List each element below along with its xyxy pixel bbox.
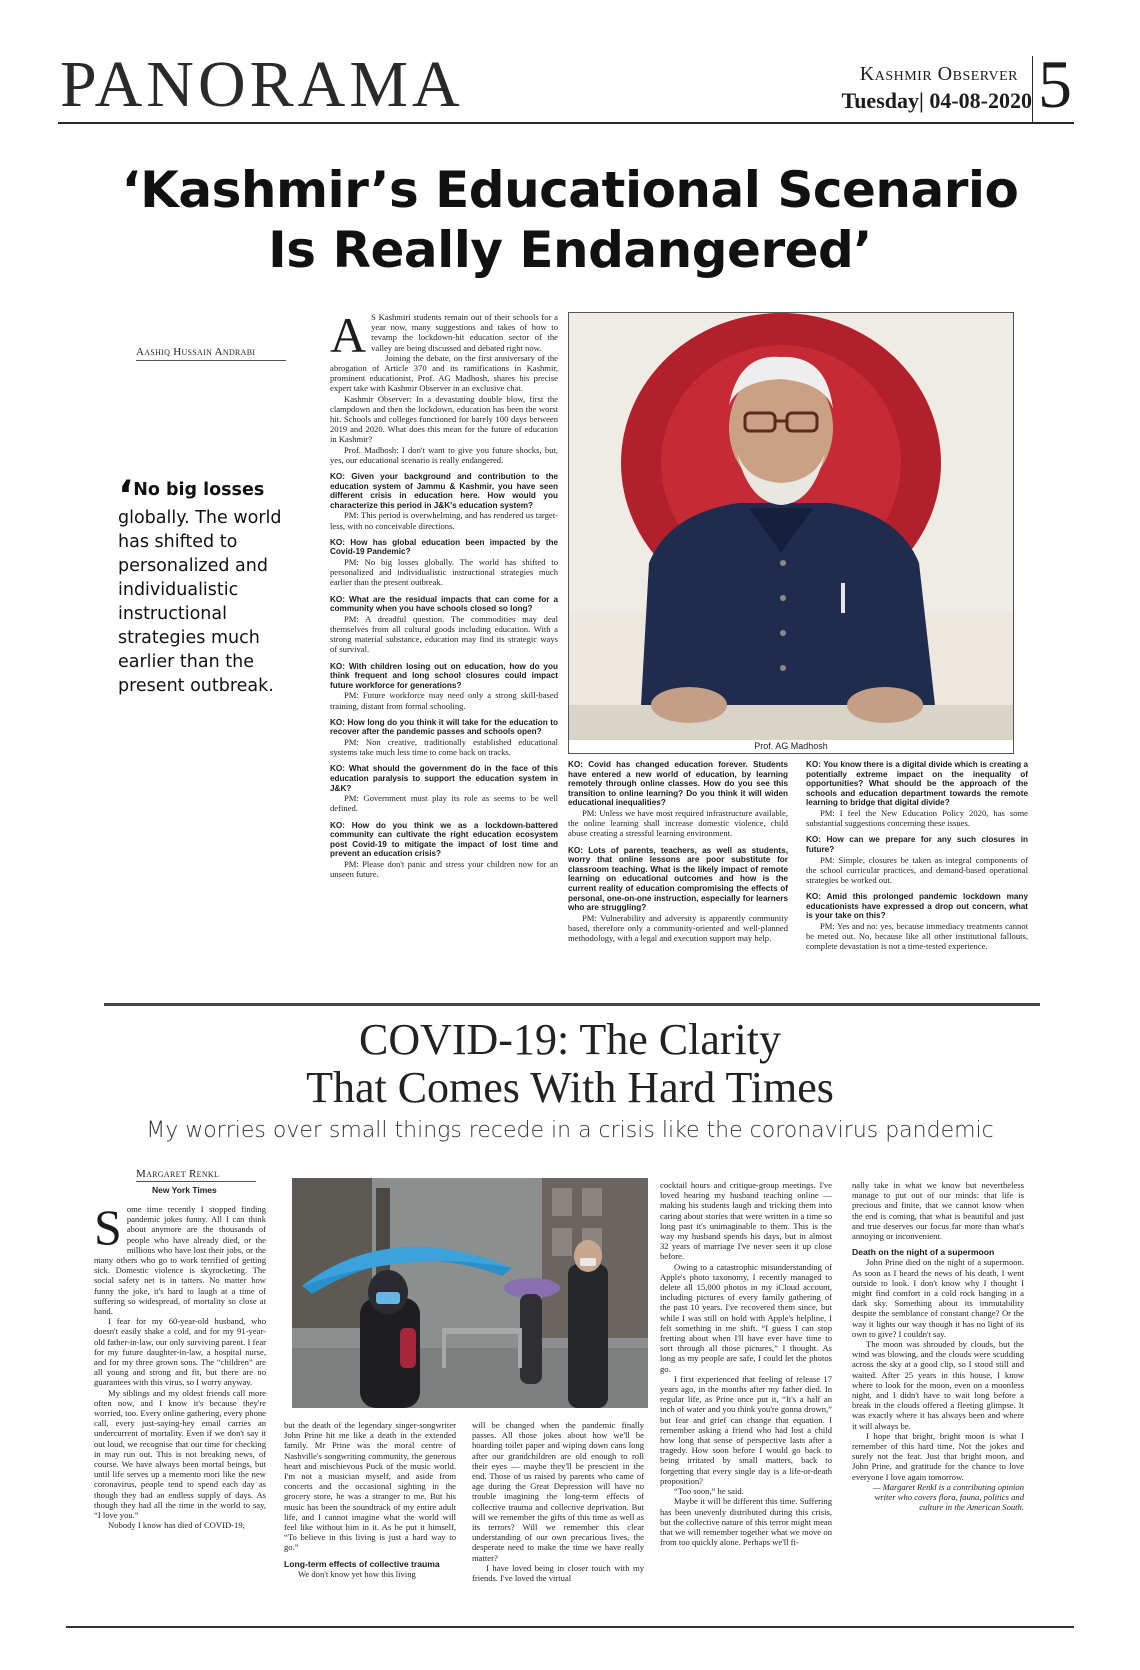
- article2-subhead: My worries over small things recede in a crisis like the coronavirus pandemic: [146, 1118, 994, 1143]
- issue-date: Tuesday| 04-08-2020: [841, 88, 1032, 113]
- photo-caption: Prof. AG Madhosh: [568, 740, 1014, 754]
- interview-question: KO: With children losing out on education, how do you think frequent and long school closures could impact future workforce for generations?: [330, 661, 558, 690]
- body-paragraph: I first experienced that feeling of release 17 years ago, in the months after my father died. In regular life, as Prine once put it, “It's a half an inch of water and you think you're gonna drown,” but fear and grief can change that equation. I remember asking a friend who had lost a child how long that sense of perspective lasts after a tragedy. How soon before I would go back to being irritated by small matters, back to forgetting that every single day is a life-or-death proposition?: [660, 1373, 832, 1486]
- interview-question: KO: You know there is a digital divide which is creating a potentially extreme impact on the inequality of opportunities? What should be the approach of the schools and education department towards the remote learning to bridge that digital divide?: [806, 760, 1028, 808]
- byline-rule: [136, 1181, 256, 1182]
- interview-question: KO: Covid has changed education forever. Students have entered a new world of education, by learning remotely through online classes. How do you see this transition to online learning? Do you think it will widen educational inequalities?: [568, 760, 788, 808]
- interview-answer: PM: Future workforce may need only a strong skill-based training, distant from formal schooling.: [330, 690, 558, 711]
- article2-column-4: [660, 1180, 832, 1547]
- body-paragraph: “Too soon,” he said.: [674, 1486, 744, 1497]
- interview-answer: PM: This period is overwhelming, and has rendered us target-less, with no conceivable directions.: [330, 510, 558, 531]
- body-paragraph: I fear for my 60-year-old husband, who doesn't easily shake a cold, and for my 91-year-old father-in-law, our only surviving parent. I fear for my future daughter-in-law, a hospital nurse, and for my three grown sons. The “children” are all young and strong and fit, but there are no guarantees with this virus, so I worry anyway.: [94, 1316, 266, 1388]
- article1-headline: ‘Kashmir’s Educational Scenario Is Really Endangered’: [121, 161, 1019, 279]
- article2-column-3: [472, 1420, 644, 1583]
- article2-source: New York Times: [152, 1185, 217, 1195]
- interview-question: KO: How can we prepare for any such closures in future?: [806, 835, 1028, 854]
- article2-headline: [100, 1016, 1040, 1112]
- interview-question: KO: What are the residual impacts that can come for a community when you have schools closed so long?: [330, 594, 558, 614]
- body-paragraph: John Prine died on the night of a supermoon. As soon as I heard the news of his death, I went outside to look. I don't know why I thought I might find comfort in a cold rock hanging in a dark sky. Something about its immutability despite the semblance of constant change? Or the way it lights our way though it has no light of its own to give? I couldn't say.: [852, 1257, 1024, 1339]
- body-paragraph: but the death of the legendary singer-songwriter John Prine hit me like a death in the extended family. Mr Prine was the moral centre of Nashville's songwriting community, the generous heart and mischievous Puck of the music world. I'm not a musician myself, and aside from concerts and the occasional sighting in the grocery store, he was a stranger to me. But his music has been the soundtrack of my entire adult life, and I cannot imagine what the world will feel like without him in it. As he put it himself, “To believe in this living is just a hard way to go.”: [284, 1420, 456, 1553]
- interview-answer: PM: Non creative, traditionally established educational systems take much less time to come back on tracks.: [330, 737, 558, 758]
- umbrella-street-illustration: [292, 1178, 648, 1408]
- interview-answer: PM: Unless we have most required infrastructure available, the online learning shall increase domestic violence, child abuse creating a stressful learning environment.: [568, 807, 788, 839]
- article2-column-5: [852, 1180, 1024, 1513]
- pull-quote: [118, 473, 290, 698]
- interview-answer: PM: Vulnerability and adversity is apparently community based, therefore only a community-oriented and well-planned methodology, with a legal and execution support may help.: [568, 912, 788, 944]
- body-paragraph: The moon was shrouded by clouds, but the wind was blowing, and the clouds were scudding across the sky at a good clip, so I stood still and waited. After 25 years in this house, I know where to look for the moon, even on a moonless night, and I didn't have to wait long before a break in the clouds offered a fleeting glimpse. It was exactly where it has always been and where it will always be.: [852, 1339, 1024, 1431]
- body-paragraph: nally take in what we know but nevertheless manage to put out of our minds: that life is precious and finite, that we cannot know when the end is coming, that what is beautiful and just and true deserves our focus far more than what's annoying or inconvenient.: [852, 1180, 1024, 1242]
- quote-mark-icon: ‘: [118, 473, 134, 519]
- article1-column-2: [568, 760, 788, 943]
- body-paragraph: Maybe it will be different this time. Suffering has been unevenly distributed during this crisis, but the collective nature of this terror might mean that we will remember together what we move on from too quickly alone. Perhaps we'll fi-: [660, 1496, 832, 1548]
- intro-paragraph: Joining the debate, on the first anniversary of the abrogation of Article 370 and its ramifications in Kashmir, prominent educationist, Prof. AG Madhosh, shares his precise expert take with Kashmir Observer in an exclusive chat.: [330, 352, 558, 394]
- article1-byline: Aashiq Hussain Andrabi: [136, 346, 256, 358]
- interview-answer: PM: A dreadful question. The commodities may deal themselves from all cultural goods including education. With a strong material substance, education may find its strategic ways of survival.: [330, 613, 558, 655]
- interview-question: KO: Amid this prolonged pandemic lockdown many educationists have expressed a drop out concern, what is your take on this?: [806, 892, 1028, 921]
- interview-answer: PM: Please don't panic and stress your children now for an unseen future.: [330, 858, 558, 880]
- article1-column-1: [330, 307, 558, 880]
- section-title: PANORAMA: [60, 48, 464, 121]
- crosshead: Long-term effects of collective trauma: [284, 1558, 440, 1569]
- interview-question: KO: How do you think we as a lockdown-battered community can cultivate the right education ecosystem post Covid-19 to mitigate the impact of lost time and prevent an education crisis?: [330, 820, 558, 859]
- pull-quote-lead: No big losses: [133, 480, 265, 500]
- body-paragraph: cocktail hours and critique-group meetings. I've loved hearing my husband teaching online — making his students laugh and tricking them into caring about stories that were written in a time so long past it's unimaginable to them. This is the way my husband spends his days, but in almost 32 years of marriage I've never seen it up close before.: [660, 1180, 832, 1262]
- interview-answer: PM: I feel the New Education Policy 2020, has some substantial suggestions concerning these issues.: [806, 807, 1028, 829]
- interview-answer: PM: Government must play its role as seems to be well defined.: [330, 793, 558, 814]
- interview-question: KO: How has global education been impacted by the Covid-19 Pandemic?: [330, 537, 558, 557]
- portrait-photo: [568, 312, 1014, 742]
- body-paragraph: Nobody I know has died of COVID-19,: [108, 1520, 245, 1531]
- body-paragraph: will be changed when the pandemic finally passes. All those jokes about how we'll be hoarding toilet paper and wiping down cans long after our grandchildren are old enough to roll their eyes — maybe they'll be prescient in the end. Those of us raised by parents who came of age during the Great Depression will have no trouble imagining the long-term effects of collective trauma and collective deprivation. But will we remember the gifts of this time as well as its terrors? Will we remember this clear understanding of our own precarious lives, the desperate need to make the time we have really matter?: [472, 1420, 644, 1563]
- intro-paragraph: S Kashmiri students remain out of their schools for a year now, many suggestions and takes of how to revamp the lockdown-hit education sector of the valley are being discussed and debated right now.: [371, 312, 558, 353]
- headline-line: COVID-19: The Clarity: [358, 1015, 782, 1064]
- author-note: — Margaret Renkl is a contributing opinion writer who covers flora, fauna, politics and culture in the American South.: [872, 1481, 1024, 1513]
- body-paragraph: I have loved being in closer touch with my friends. I've loved the virtual: [472, 1562, 644, 1584]
- masthead-rule: [58, 122, 1074, 124]
- page-bottom-rule: [66, 1626, 1074, 1628]
- article2-column-2: [284, 1420, 456, 1579]
- pull-quote-text: globally. The world has shifted to personalized and individualistic instructional strategies much earlier than the present outbreak.: [118, 508, 282, 696]
- page-number: 5: [1038, 46, 1072, 122]
- body-paragraph: We don't know yet how this living: [298, 1568, 416, 1579]
- page-number-separator: [1032, 56, 1033, 122]
- article2-byline: Margaret Renkl: [136, 1168, 220, 1180]
- interview-answer: PM: No big losses globally. The world has shifted to personalized and individualistic instructional strategies much earlier than the present outbreak.: [330, 557, 558, 588]
- interview-answer: PM: Simple, closures be taken as integral components of the school curricular practices, and demand-based operational strategies be worked out.: [806, 854, 1028, 885]
- article1-column-3: [806, 760, 1028, 952]
- body-paragraph: Owing to a catastrophic misunderstanding of Apple's photo taxonomy, I recently managed to delete all 15,000 photos in my iCloud account, including pictures of every family gathering of the past 10 years. I've recovered them since, but while I was still on hold with Apple's helpline, I felt something in me shift. “I guess I can stop fretting about when I'll have ever have time to sort through all those pictures,” I thought. As long as my people are safe, I could let the photos go.: [660, 1261, 832, 1374]
- drop-cap: S: [94, 1199, 122, 1255]
- interview-question: KO: How long do you think it will take for the education to recover after the pandemic passes and schools open?: [330, 717, 558, 737]
- newspaper-name: Kashmir Observer: [859, 63, 1018, 85]
- interview-question: KO: What should the government do in the face of this education paralysis to support the education system in J&K?: [330, 764, 558, 793]
- headline-line: That Comes With Hard Times: [306, 1063, 834, 1112]
- article2-column-1: [94, 1199, 266, 1531]
- interview-question: KO: Lots of parents, teachers, as well as students, worry that online lessons are poor substitute for classroom teaching. What is the likely impact of remote learning on educational outcomes and how is the current reality of education compromising the effects of personal, one-on-one instruction, especially for learners who are struggling?: [568, 845, 788, 913]
- portrait-illustration: [569, 313, 1013, 741]
- body-paragraph: My siblings and my oldest friends call more often now, and I know it's because they're worried, too. Every online gathering, every phone call, every just-saying-hey email carries an undercurrent of mortality. Even if we don't say it out loud, we recognise that our time for checking in may run out. This is not breaking news, of course. We have always been mortal beings, but until life serves up a memento mori like the new coronavirus, people tend to spend each day as though they had an endless supply of days. As though they had all the time in the world to say, “I love you.”: [94, 1387, 266, 1521]
- body-paragraph: I hope that bright, bright moon is what I remember of this hard time. Not the jokes and surely not the fear. Just that bright moon, and John Prine, and gratitude for the chance to love everyone I love again tomorrow.: [852, 1430, 1024, 1482]
- body-paragraph: ome time recently I stopped finding pandemic jokes funny. All I can think about anymore are the thousands of people who have already died, or the millions who have lost their jobs, or the many others who go to work terrified of getting sick. Domestic violence is skyrocketing. The social safety net is in tatters. No matter how funny the joke, it's hard to laugh at a time of suffering so widespread, of mortality so close at hand.: [94, 1204, 266, 1317]
- byline-rule: [136, 360, 286, 361]
- street-photo: [292, 1178, 648, 1408]
- intro-paragraph: Kashmir Observer: In a devastating double blow, first the clampdown and then the lockdown, education has been the worst hit. Schools and colleges functioned for barely 100 days between 2019 and 2020. What does this mean for the future of education in Kashmir?: [330, 393, 558, 445]
- drop-cap: A: [330, 307, 367, 363]
- interview-question: KO: Given your background and contribution to the education system of Jammu & Kashmir, you have seen different crisis in education here. How would you characterize this period in J&K's education system?: [330, 472, 558, 510]
- intro-paragraph: Prof. Madhosh: I don't want to give you future shocks, but, yes, our educational scenario is really endangered.: [330, 444, 558, 465]
- article-divider: [104, 1003, 1040, 1006]
- interview-answer: PM: Yes and no: yes, because immediacy treatments cannot be meted out. No, because like all other institutional fallouts, complete devastation is not a time-tested experience.: [806, 920, 1028, 952]
- crosshead: Death on the night of a supermoon: [852, 1247, 995, 1258]
